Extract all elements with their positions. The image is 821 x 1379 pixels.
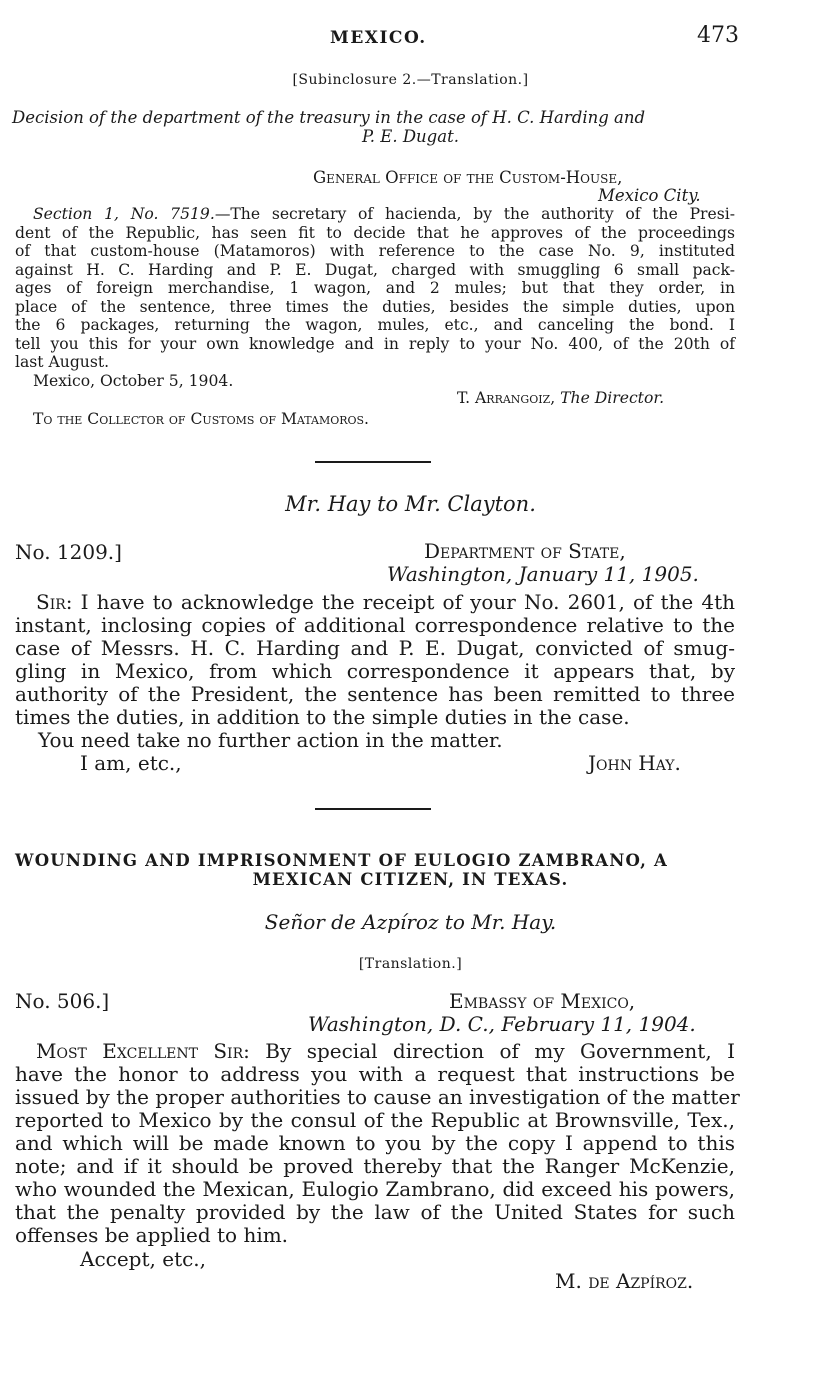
section3-line: that the penalty provided by the law of the United States for such bbox=[15, 1200, 735, 1224]
letter-heading-hay-clayton: Mr. Hay to Mr. Clayton. bbox=[285, 492, 536, 516]
section1-line-last: last August. bbox=[15, 353, 110, 371]
divider-rule bbox=[315, 461, 431, 463]
letter-heading-azpiroz-hay: Señor de Azpíroz to Mr. Hay. bbox=[264, 910, 557, 934]
section1-line: ages of foreign merchandise, 1 wagon, and 2 mules; but that they order, in bbox=[15, 279, 735, 297]
section2-closing: I am, etc., bbox=[80, 751, 182, 775]
section3-line-text: By special direction of my Government, I bbox=[265, 1039, 736, 1063]
sender-embassy: Embassy of Mexico, bbox=[449, 989, 636, 1013]
section1-signature bbox=[457, 389, 664, 407]
decision-title-line-1: Decision of the department of the treasury in the case of H. C. Harding and bbox=[12, 108, 646, 127]
section1-line bbox=[33, 205, 735, 224]
signature-title: The Director. bbox=[560, 389, 665, 407]
divider-rule bbox=[315, 808, 431, 810]
place-date: Washington, D. C., February 11, 1904. bbox=[308, 1012, 696, 1036]
section3-line: issued by the proper authorities to cause an investigation of the matter bbox=[15, 1085, 740, 1109]
section2-line: authority of the President, the sentence has been remitted to three bbox=[15, 682, 735, 706]
section-heading-line-2: MEXICAN CITIZEN, IN TEXAS. bbox=[252, 870, 569, 889]
section1-line: place of the sentence, three times the duties, besides the simple duties, upon bbox=[15, 297, 735, 316]
section2-line-text: I have to acknowledge the receipt of your No. 2601, of the 4th bbox=[80, 590, 735, 614]
section3-line: note; and if it should be proved thereby that the Ranger McKenzie, bbox=[15, 1154, 735, 1178]
section3-signature: M. de Azpíroz. bbox=[555, 1269, 694, 1293]
section1-addressee: To the Collector of Customs of Matamoros. bbox=[33, 410, 370, 428]
section2-line: case of Messrs. H. C. Harding and P. E. Dugat, convicted of smug- bbox=[15, 636, 735, 660]
section-heading-line-1: WOUNDING AND IMPRISONMENT OF EULOGIO ZAMBRANO, A bbox=[15, 851, 669, 870]
salutation: Most Excellent Sir: bbox=[36, 1039, 250, 1063]
translation-label: [Translation.] bbox=[358, 956, 463, 972]
section1-line: the 6 packages, returning the wagon, mules, etc., and canceling the bond. I bbox=[15, 316, 735, 334]
page-number: 473 bbox=[697, 23, 739, 48]
signature-name: T. Arrangoiz, bbox=[457, 389, 556, 407]
section1-line: tell you this for your own knowledge and in reply to your No. 400, of the 20th of bbox=[15, 334, 735, 353]
running-title: MEXICO. bbox=[330, 28, 427, 48]
sender-department: Department of State, bbox=[424, 539, 626, 563]
section2-signature: John Hay. bbox=[588, 751, 681, 775]
salutation: Sir: bbox=[36, 590, 73, 614]
section3-closing: Accept, etc., bbox=[80, 1247, 207, 1271]
section1-line: dent of the Republic, has seen fit to decide that he approves of the proceedings bbox=[15, 223, 735, 242]
letter-number: No. 1209.] bbox=[15, 540, 122, 564]
section1-date: Mexico, October 5, 1904. bbox=[33, 372, 234, 390]
office-line-1: General Office of the Custom-House, bbox=[313, 168, 623, 187]
section3-line: have the honor to address you with a request that instructions be bbox=[15, 1062, 735, 1086]
section2-line-last: times the duties, in addition to the simple duties in the case. bbox=[15, 705, 630, 729]
section3-line: reported to Mexico by the consul of the Republic at Brownsville, Tex., bbox=[15, 1108, 735, 1132]
section-prefix: Section 1, No. 7519. bbox=[33, 205, 215, 223]
subinclosure-label: [Subinclosure 2.—Translation.] bbox=[292, 72, 529, 88]
section3-line: and which will be made known to you by the copy I append to this bbox=[15, 1131, 735, 1155]
section3-line: who wounded the Mexican, Eulogio Zambrano, did exceed his powers, bbox=[15, 1177, 735, 1201]
decision-title-line-2: P. E. Dugat. bbox=[362, 127, 459, 146]
office-line-2: Mexico City. bbox=[598, 186, 701, 205]
section1-line-text: —The secretary of hacienda, by the authority of the Presi- bbox=[214, 205, 735, 223]
section2-para2: You need take no further action in the matter. bbox=[38, 728, 503, 752]
letter-number: No. 506.] bbox=[15, 989, 110, 1013]
section3-line-last: offenses be applied to him. bbox=[15, 1223, 289, 1247]
section1-line: of that custom-house (Matamoros) with reference to the case No. 9, instituted bbox=[15, 242, 735, 260]
place-date: Washington, January 11, 1905. bbox=[387, 562, 699, 586]
section1-line: against H. C. Harding and P. E. Dugat, charged with smuggling 6 small pack- bbox=[15, 260, 735, 279]
section2-line bbox=[36, 591, 735, 614]
section3-line bbox=[36, 1040, 735, 1063]
section2-line: gling in Mexico, from which correspondence it appears that, by bbox=[15, 659, 735, 683]
section2-line: instant, inclosing copies of additional correspondence relative to the bbox=[15, 613, 735, 637]
